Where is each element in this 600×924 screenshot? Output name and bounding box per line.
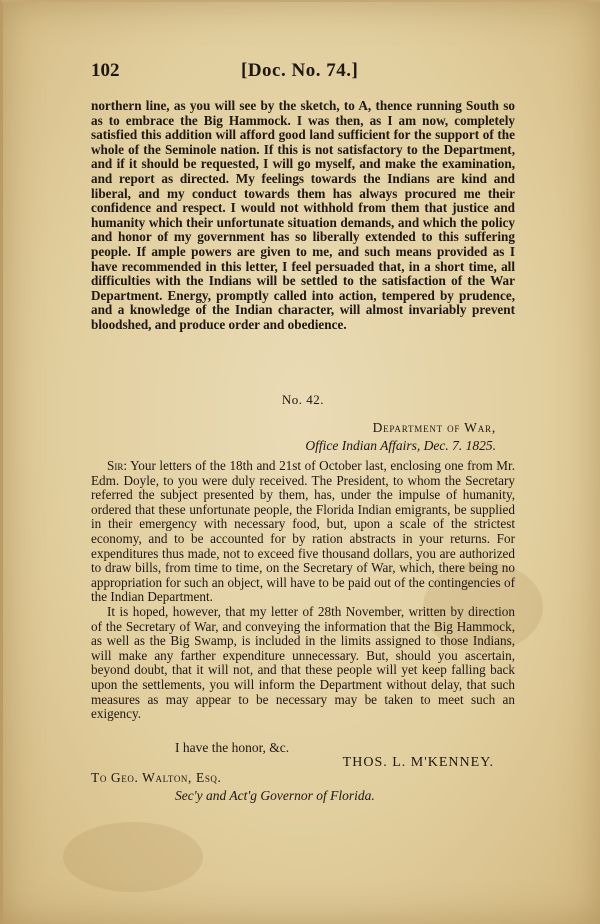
office-date: Office Indian Affairs, Dec. 7. 1825.: [305, 438, 496, 453]
signature: THOS. L. M'KENNEY.: [342, 755, 494, 770]
page-header: [91, 60, 511, 86]
letter-number: No. 42.: [281, 392, 325, 407]
continued-letter: [91, 99, 515, 333]
addressee: To Geo. Walton, Esq.: [91, 770, 222, 785]
paper-stain: [63, 822, 203, 892]
continued-paragraph: northern line, as you will see by the sketch, to A, thence running South so as to embrace the Big Hammock. I was then, as I am now, completely satisfied this addition will afford good land sufficient for the support of the whole of the Seminole nation. If this is not satisfactory to the Department, and if it should be requested, I will go myself, and make the examination, and report as directed. My feelings towards the Indians are kind and liberal, and my conduct towards them has always procured me their confidence and respect. I would not withhold from them that justice and humanity which their unfortunate situation demands, and which the policy and honor of my government has so liberally extended to this suffering people. If ample powers are given to me, and such means provided as I have recommended in this letter, I feel persuaded that, in a short time, all difficulties with the Indians will be settled to the satisfaction of the War Department. Energy, promptly called into action, tempered by prudence, and a knowledge of the Indian character, will almost invariably prevent bloodshed, and produce order and obedience.: [91, 98, 515, 332]
addressee-title: Sec'y and Act'g Governor of Florida.: [175, 788, 375, 803]
paragraph-text: Your letters of the 18th and 21st of October last, enclosing one from Mr. Edm. Doyle, to you were duly received. The President, to whom the Secretary referred the subject presented by them, has, under the impulse of humanity, ordered that these unfortunate people, the Florida Indian emigrants, be supplied in their emergency with necessary food, but, upon a scale of the strictest economy, and to be accounted for by ration abstracts in your returns. For expenditures thus made, not to exceed five thousand dollars, you are authorized to draw bills, from time to time, on the Secretary of War, which, there being no appropriation for such an object, will have to be paid out of the contingencies of the Indian Department.: [91, 458, 515, 605]
letter-heading: [305, 419, 496, 455]
salutation: Sir:: [107, 458, 127, 473]
department-name: Department of War,: [372, 420, 496, 435]
letter-body: [91, 459, 515, 722]
closing: I have the honor, &c.: [175, 740, 290, 755]
letter-paragraph: It is hoped, however, that my letter of 28th November, written by direction of the Secretary of War, and conveying the information that the Big Hammock, as well as the Big Swamp, is included in the limits assigned to those Indians, will make any farther expenditure unnecessary. But, should you ascertain, beyond doubt, that it will not, and that these people will yet keep falling back upon the settlements, you will inform the Department without delay, that such measures as may appear to be necessary may be taken to meet such an exigency.: [91, 603, 515, 722]
document-reference: [Doc. No. 74.]: [241, 60, 359, 81]
letter-paragraph: [91, 459, 515, 605]
page-number: 102: [91, 60, 120, 81]
